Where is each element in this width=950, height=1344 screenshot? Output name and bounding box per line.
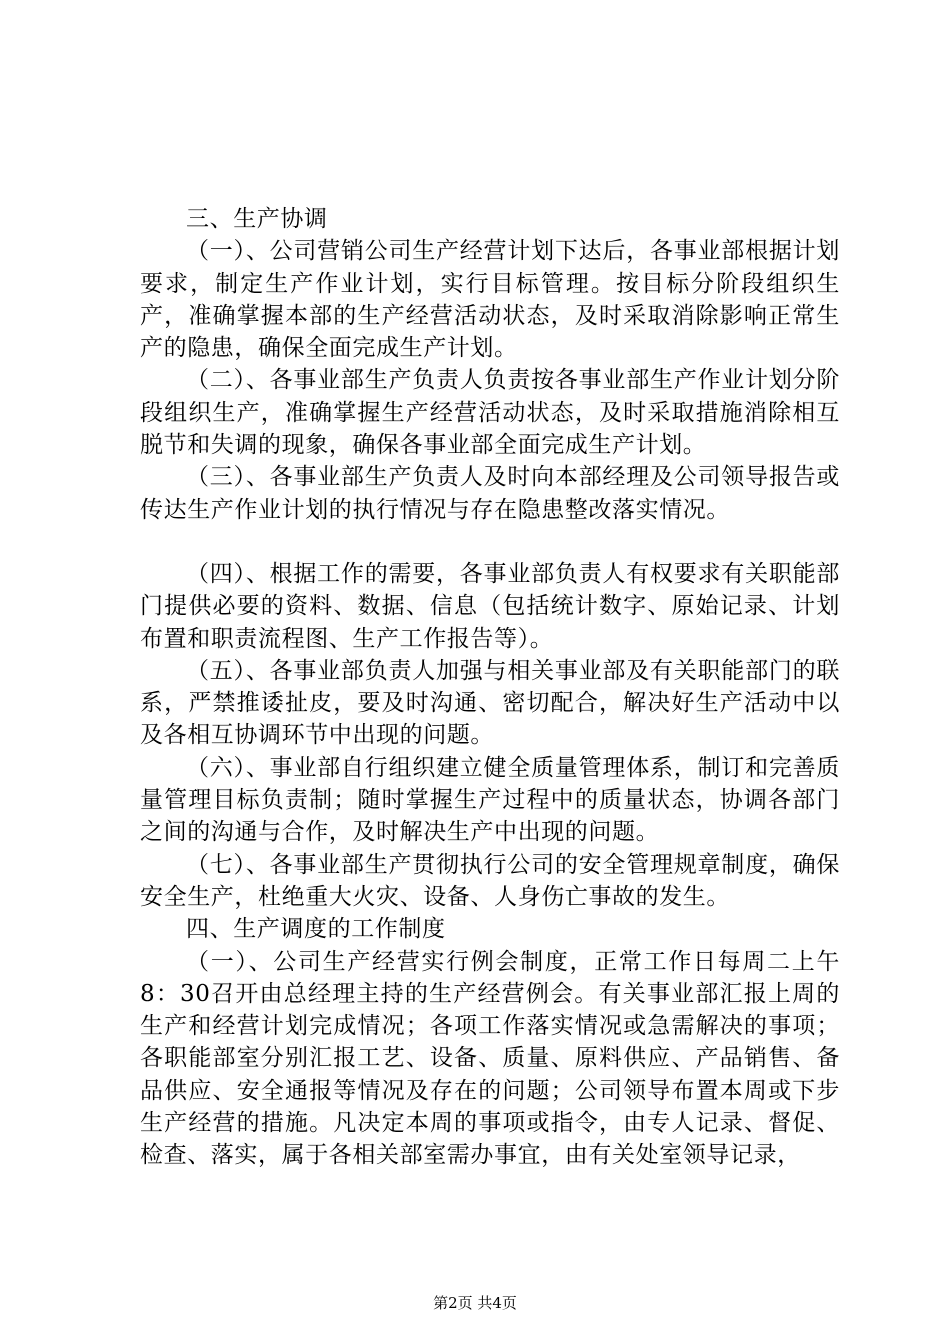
paragraph-dispatch-item-1: （一）、公司生产经营实行例会制度，正常工作日每周二上午8：30召开由总经理主持的生产经营例会。有关事业部汇报上周的生产和经营计划完成情况；各项工作落实情况或急需解决的事项；各职能部室分别汇报工艺、设备、质量、原料供应、产品销售、备品供应、安全通报等情况及存在的问题；公司领导布置本周或下步生产经营的措施。凡决定本周的事项或指令，由专人记录、督促、检查、落实，属于各相关部室需办事宜，由有关处室领导记录， xyxy=(140,948,840,1169)
paragraph-item-5: （五）、各事业部负责人加强与相关事业部及有关职能部门的联系，严禁推诿扯皮，要及时沟通、密切配合，解决好生产活动中以及各相互协调环节中出现的问题。 xyxy=(140,657,840,749)
section-heading-dispatch-rules: 四、生产调度的工作制度 xyxy=(186,916,446,943)
paragraph-item-3: （三）、各事业部生产负责人及时向本部经理及公司领导报告或传达生产作业计划的执行情况与存在隐患整改落实情况。 xyxy=(140,464,840,523)
paragraph-item-4: （四）、根据工作的需要，各事业部负责人有权要求有关职能部门提供必要的资料、数据、信息（包括统计数字、原始记录、计划布置和职责流程图、生产工作报告等）。 xyxy=(140,560,840,652)
document-body xyxy=(140,203,840,1172)
page-number-footer: 第2页 共4页 xyxy=(433,1294,517,1312)
paragraph-item-2: （二）、各事业部生产负责人负责按各事业部生产作业计划分阶段组织生产，准确掌握生产经营活动状态，及时采取措施消除相互脱节和失调的现象，确保各事业部全面完成生产计划。 xyxy=(140,367,840,459)
paragraph-item-6: （六）、事业部自行组织建立健全质量管理体系，制订和完善质量管理目标负责制；随时掌握生产过程中的质量状态，协调各部门之间的沟通与合作，及时解决生产中出现的问题。 xyxy=(140,754,840,846)
paragraph-item-7: （七）、各事业部生产贯彻执行公司的安全管理规章制度，确保安全生产，杜绝重大火灾、设备、人身伤亡事故的发生。 xyxy=(140,851,840,910)
section-heading-production-coordination: 三、生产协调 xyxy=(186,206,328,232)
paragraph-item-1: （一）、公司营销公司生产经营计划下达后，各事业部根据计划要求，制定生产作业计划，实行目标管理。按目标分阶段组织生产，准确掌握本部的生产经营活动状态，及时采取消除影响正常生产的隐患，确保全面完成生产计划。 xyxy=(140,238,840,362)
